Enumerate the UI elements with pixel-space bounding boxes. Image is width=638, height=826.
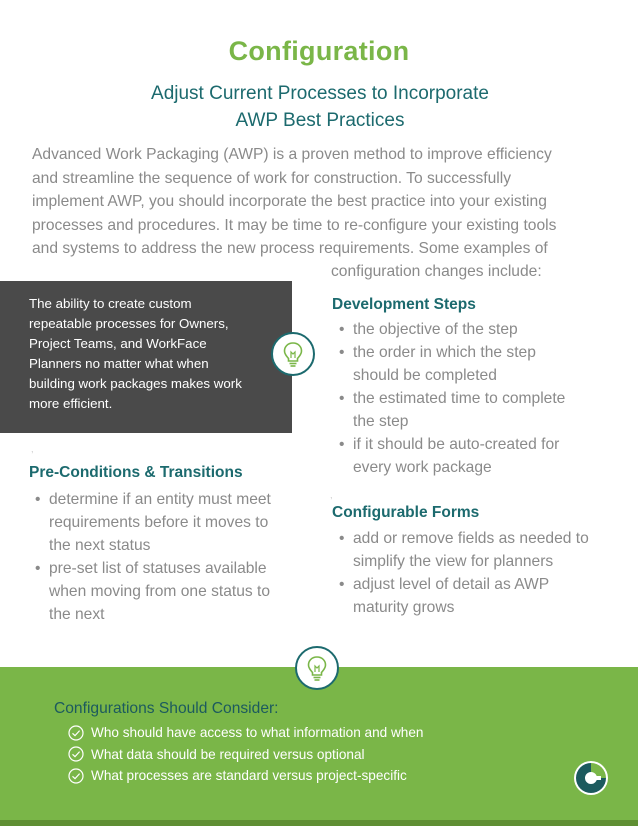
list-item: • the order in which the step should be completed [333,341,613,387]
intro-line: and streamline the sequence of work for construction. To successfully [32,169,512,187]
decorative-mark: , [31,444,34,454]
intro-line: processes and procedures. It may be time to re-configure your existing tools [32,216,557,234]
check-circle-icon [68,725,84,741]
callout-line: building work packages makes work [29,376,242,391]
list-item: • determine if an entity must meet requirements before it moves to the next status [29,488,299,557]
list-item: • the objective of the step [333,318,613,341]
callout-line: Project Teams, and WorkFace [29,336,207,351]
list-item: • pre-set list of statuses available when moving from one status to the next [29,557,299,626]
list-item: • if it should be auto-created for every work package [333,433,613,479]
callout-text [29,294,281,414]
callout-line: Planners no matter what when [29,356,209,371]
subtitle-line: Adjust Current Processes to Incorporate [151,83,489,104]
development-steps-heading: Development Steps [332,296,476,313]
check-circle-icon [68,768,84,784]
consider-list [68,722,423,787]
page-title: Configuration [228,36,410,66]
callout-line: repeatable processes for Owners, [29,316,229,331]
list-item: • adjust level of detail as AWP maturity grows [333,573,623,619]
intro-line: implement AWP, you should incorporate the best practice into your existing [32,193,547,210]
company-logo [573,760,609,796]
list-item: • the estimated time to complete the step [333,387,613,433]
callout-line: more efficient. [29,396,113,411]
consider-heading: Configurations Should Consider: [54,700,279,717]
check-circle-icon [68,746,84,762]
intro-tail: configuration changes include: [331,263,542,280]
intro-line: and systems to address the new process requirements. Some examples of [32,240,548,257]
decorative-mark: , [330,490,333,500]
lightbulb-icon [271,332,315,376]
subtitle-line: AWP Best Practices [235,110,405,131]
callout-line: The ability to create custom [29,296,192,311]
configurable-forms-heading: Configurable Forms [332,504,480,521]
list-item: What data should be required versus optional [68,744,423,766]
list-item: • add or remove fields as needed to simplify the view for planners [333,527,623,573]
configurable-forms-list [333,527,623,619]
intro-line: Advanced Work Packaging (AWP) is a proven method to improve efficiency [32,146,552,163]
development-steps-list [333,318,613,479]
page-subtitle [100,80,540,134]
band-bottom-stripe [0,820,638,826]
intro-paragraph [32,143,607,261]
list-item: Who should have access to what information and when [68,722,423,744]
preconditions-heading: Pre-Conditions & Transitions [29,464,243,481]
preconditions-list [29,488,299,626]
lightbulb-icon [295,646,339,690]
list-item: What processes are standard versus project-specific [68,765,423,787]
